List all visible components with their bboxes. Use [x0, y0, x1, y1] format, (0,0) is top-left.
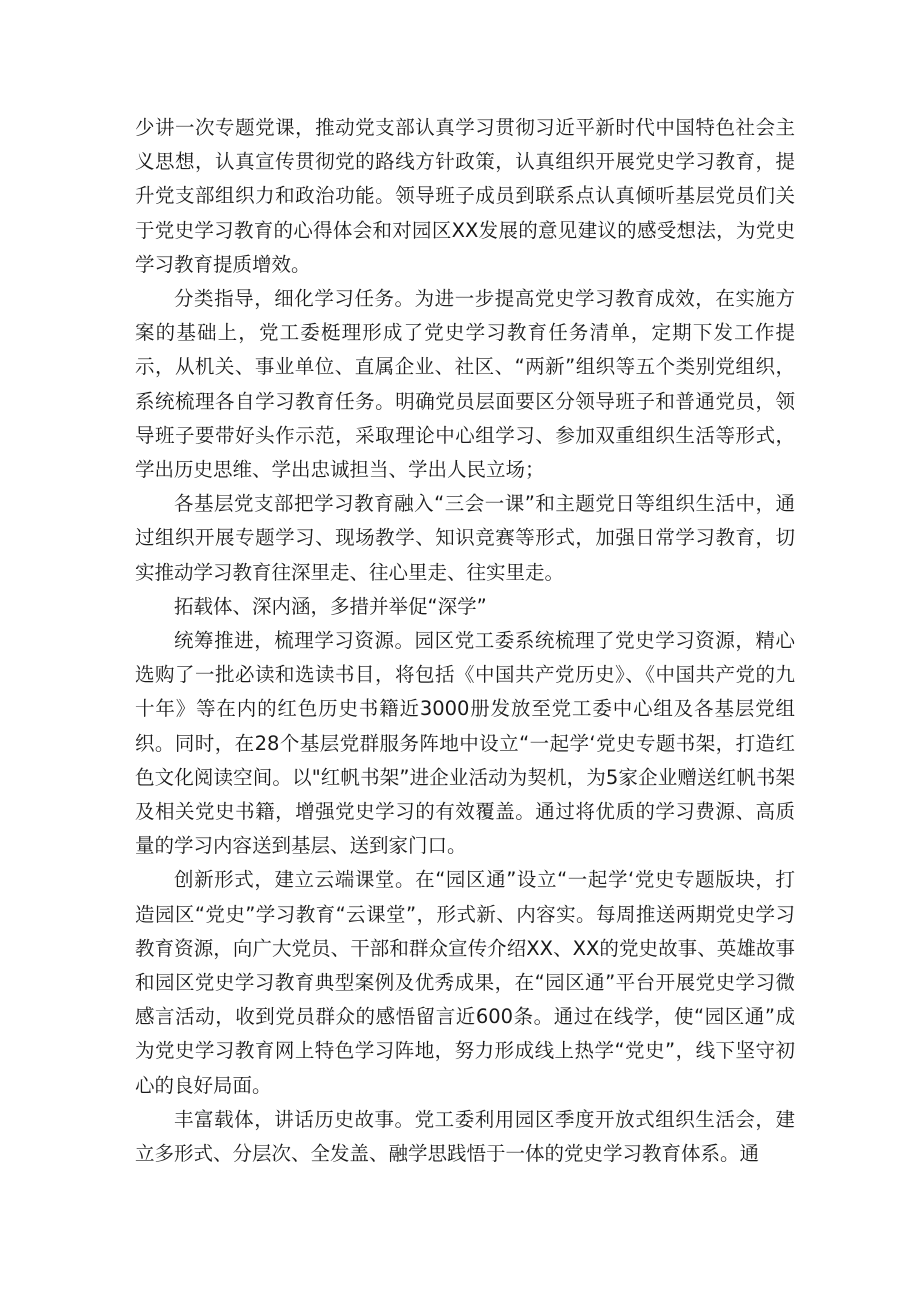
- paragraph-branch-study: 各基层党支部把学习教育融入“三会一课”和主题党日等组织生活中，通过组织开展专题学习、现场教学、知识竞赛等形式，加强日常学习教育，切实推动学习教育往深里走、往心里走、往实里走。: [135, 492, 795, 584]
- paragraph-classified-guidance: 分类指导，细化学习任务。为进一步提高党史学习教育成效，在实施方案的基础上，党工委梃理形成了党史学习教育任务清单，定期下发工作提示，从机关、事业单位、直属企业、社区、“两新”组织等五个类别党组织，系统梳理各自学习教育任务。明确党员层面要区分领导班子和普通党员，领导班子要带好头作示范，采取理论中心组学习、参加双重组织生活等形式，学出历史思维、学出忠诚担当、学出人民立场；: [135, 287, 795, 482]
- section-heading-deep-study: 拓载体、深内涵，多措并举促“深学”: [174, 594, 487, 618]
- document-body: [135, 111, 795, 1171]
- paragraph-study-resources: 统筹推进，梳理学习资源。园区党工委系统梳理了党史学习资源，精心选购了一批必读和选读书目，将包括《中国共产党历史》、《中国共产党的九十年》等在内的红色历史书籍近3000册发放至党工委中心组及各基层党组织。同时，在28个基层党群服务阵地中设立“一起学‘党史专题书架，打造红色文化阅读空间。以"红帆书架”进企业活动为契机，为5家企业赠送红帆书架及相关党史书籍，增强党史学习的有效覆盖。通过将优质的学习费源、高质量的学习内容送到基层、送到家门口。: [135, 629, 795, 858]
- paragraph-cloud-classroom: 创新形式，建立云端课堂。在“园区通”设立“一起学‘党史专题版块，打造园区“党史”学习教育“云课堂”，形式新、内容实。每周推送两期党史学习教育资源，向广大党员、干部和群众宣传介绍XX、XX的党史故事、英雄故事和园区党史学习教育典型案例及优秀成果，在“园区通”平台开展党史学习微感言活动，收到党员群众的感悟留言近600条。通过在线学，使“园区通”成为党史学习教育网上特色学习阵地，努力形成线上热学“党史”，线下坚守初心的良好局面。: [135, 868, 795, 1097]
- paragraph-history-stories: 丰富载体，讲话历史故事。党工委利用园区季度开放式组织生活会，建立多形式、分层次、全发盖、融学思践悟于一体的党史学习教育体系。通: [135, 1107, 795, 1166]
- paragraph-continued: 少讲一次专题党课，推动党支部认真学习贯彻习近平新时代中国特色社会主义思想，认真宣传贯彻党的路线方针政策，认真组织开展党史学习教育，提升党支部组织力和政治功能。领导班子成员到联系点认真倾听基层党员们关于党史学习教育的心得体会和对园区XX发展的意见建议的感受想法，为党史学习教育提质增效。: [135, 116, 795, 276]
